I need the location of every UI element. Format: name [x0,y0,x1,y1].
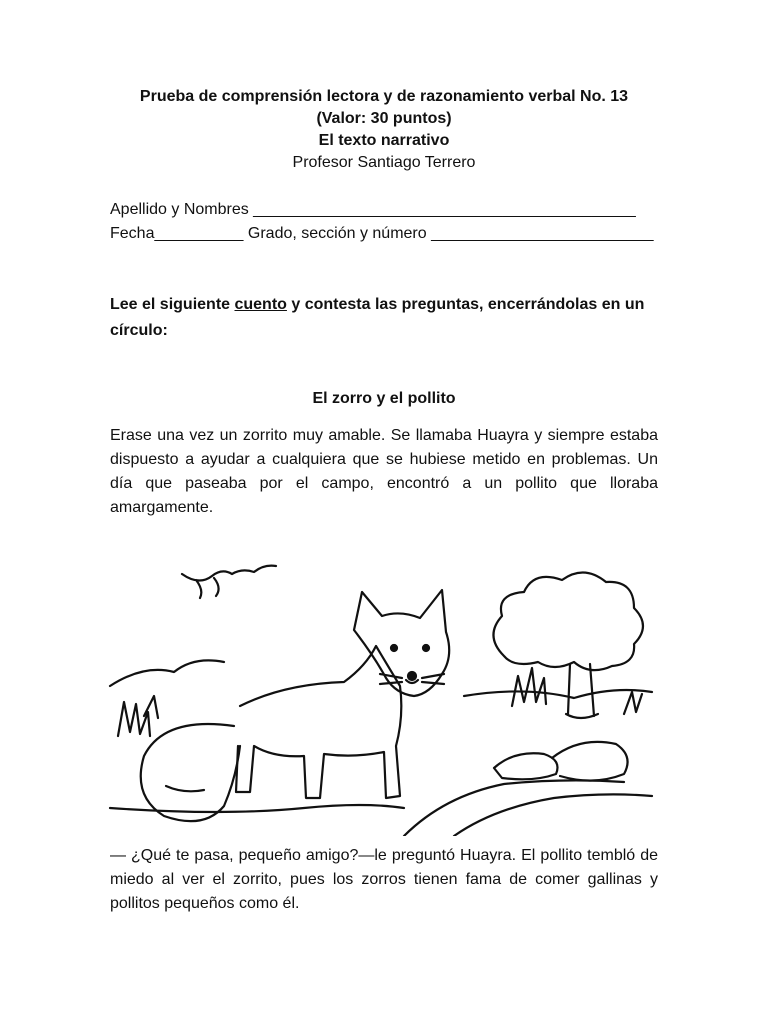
test-subject: El texto narrativo [318,132,450,149]
instructions-after: y contesta las preguntas, encerrándolas en un círculo: [110,296,645,339]
document-header [0,86,768,174]
fox-body [236,646,401,798]
teacher-name: Profesor Santiago Terrero [292,154,476,171]
story-paragraph-1: Erase una vez un zorrito muy amable. Se llamaba Huayra y siempre estaba dispuesto a ayudar a cualquiera que se hubiese metido en problemas. Un día que paseaba por el campo, encontró a un pollito que lloraba amargamente. [110,427,658,516]
test-value: (Valor: 30 puntos) [316,110,452,127]
name-field-line: Apellido y Nombres ___________________________________________ [110,201,636,218]
instructions-underlined: cuento [234,296,287,313]
story-paragraph-2: — ¿Qué te pasa, pequeño amigo?—le preguntó Huayra. El pollito tembló de miedo al ver el zorrito, pues los zorros tienen fama de comer gallinas y pollitos pequeños como él. [110,847,658,912]
tree-canopy [493,572,643,670]
story-title: El zorro y el pollito [312,390,456,407]
instructions [110,292,658,344]
rock [494,742,628,781]
date-field-line: Fecha__________ Grado, sección y número _________________________ [110,225,654,242]
bird-sketch [182,566,276,598]
grass-left [118,696,158,736]
path [404,780,652,836]
student-fields [110,198,654,246]
fox-tail [141,724,240,821]
fox-head [354,590,449,696]
instructions-before: Lee el siguiente [110,296,235,313]
fox-illustration [104,546,660,836]
test-title: Prueba de comprensión lectora y de razonamiento verbal No. 13 [139,88,629,105]
tree-trunk [566,664,598,718]
